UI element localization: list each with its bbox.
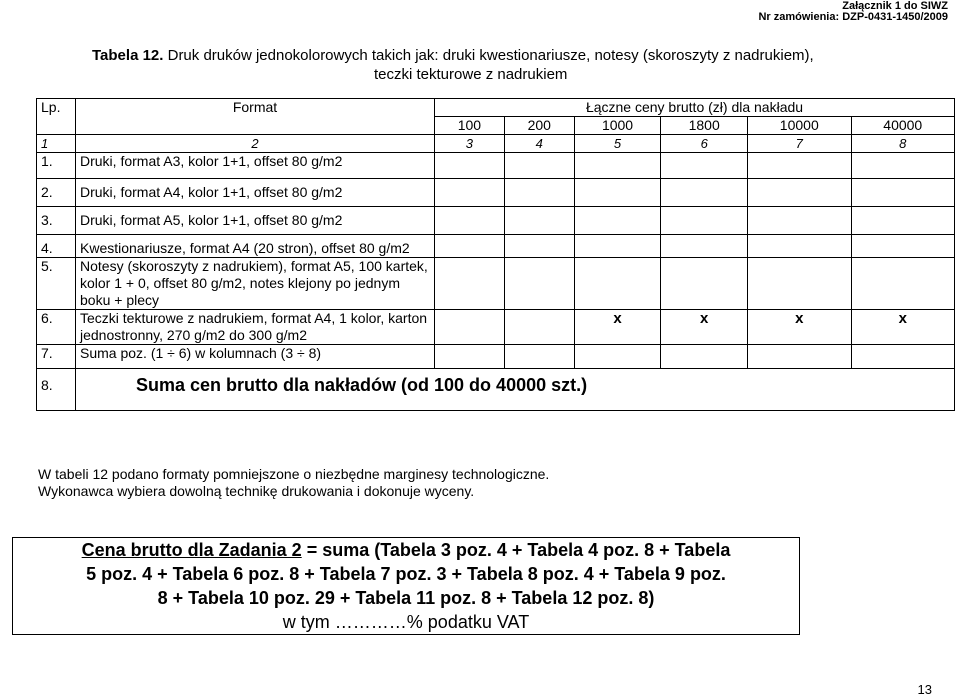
row-format: Druki, format A5, kolor 1+1, offset 80 g/m2: [76, 207, 435, 235]
price-cell[interactable]: [574, 179, 661, 207]
quantity-cell: 40000: [851, 117, 955, 135]
row-format: Druki, format A4, kolor 1+1, offset 80 g/m2: [76, 179, 435, 207]
row-lp: 6.: [37, 310, 76, 345]
column-number: 8: [851, 135, 955, 153]
price-cell[interactable]: [435, 153, 505, 179]
note-line-2: Wykonawca wybiera dowolną technikę drukowania i dokonuje wyceny.: [38, 483, 475, 499]
page-number: 13: [917, 682, 932, 697]
row-lp: 1.: [37, 153, 76, 179]
row-lp: 5.: [37, 258, 76, 310]
price-cell[interactable]: [574, 258, 661, 310]
note-line-1: W tabeli 12 podano formaty pomniejszone o niezbędne marginesy technologiczne.: [38, 466, 550, 482]
price-cell[interactable]: [435, 179, 505, 207]
column-number: 7: [748, 135, 851, 153]
price-cell[interactable]: [748, 207, 851, 235]
header-lp: Lp.: [37, 99, 76, 135]
quantity-cell: 10000: [748, 117, 851, 135]
price-table: [36, 98, 955, 411]
row-lp: 2.: [37, 179, 76, 207]
quantity-cell: 100: [435, 117, 505, 135]
price-cell[interactable]: [504, 153, 574, 179]
row-lp: 7.: [37, 345, 76, 369]
total-line-3: 8 + Tabela 10 poz. 29 + Tabela 11 poz. 8 + Tabela 12 poz. 8): [157, 588, 655, 608]
table-title-text-1: Druk druków jednokolorowych takich jak: druki kwestionariusze, notesy (skoroszyty z nadrukiem),: [167, 47, 814, 64]
total-line-2: 5 poz. 4 + Tabela 6 poz. 8 + Tabela 7 poz. 3 + Tabela 8 poz. 4 + Tabela 9 poz.: [86, 564, 726, 584]
price-cell[interactable]: [504, 310, 574, 345]
notes: [38, 466, 549, 500]
table-row: [37, 345, 955, 369]
table-row: [37, 235, 955, 258]
table-row: [37, 153, 955, 179]
not-applicable-mark: x: [748, 310, 851, 345]
table-row: [37, 207, 955, 235]
not-applicable-mark: x: [851, 310, 955, 345]
column-number: 5: [574, 135, 661, 153]
price-cell[interactable]: [435, 207, 505, 235]
price-cell[interactable]: [748, 235, 851, 258]
price-cell[interactable]: [574, 345, 661, 369]
header-format: Format: [76, 99, 435, 135]
price-cell[interactable]: [574, 153, 661, 179]
price-cell[interactable]: [435, 345, 505, 369]
price-cell[interactable]: [661, 345, 748, 369]
price-cell[interactable]: [504, 235, 574, 258]
price-cell[interactable]: [574, 207, 661, 235]
price-cell[interactable]: [504, 345, 574, 369]
sum-row: [37, 369, 955, 411]
price-cell[interactable]: [851, 153, 955, 179]
table-row: [37, 258, 955, 310]
annex-label: Załącznik 1 do SIWZ: [842, 0, 948, 12]
total-price-box: [12, 537, 800, 635]
price-cell[interactable]: [851, 345, 955, 369]
row-lp: 4.: [37, 235, 76, 258]
vat-line: w tym …………% podatku VAT: [282, 612, 530, 632]
sum-lp: 8.: [37, 369, 76, 411]
row-format: Suma poz. (1 ÷ 6) w kolumnach (3 ÷ 8): [76, 345, 435, 369]
table-row: [37, 179, 955, 207]
price-cell[interactable]: [851, 258, 955, 310]
not-applicable-mark: x: [661, 310, 748, 345]
price-cell[interactable]: [661, 207, 748, 235]
price-cell[interactable]: [435, 235, 505, 258]
price-cell[interactable]: [748, 345, 851, 369]
quantity-cell: 200: [504, 117, 574, 135]
row-lp: 3.: [37, 207, 76, 235]
total-formula-1: = suma (Tabela 3 poz. 4 + Tabela 4 poz. 8 + Tabela: [301, 540, 731, 560]
not-applicable-mark: x: [574, 310, 661, 345]
price-cell[interactable]: [851, 235, 955, 258]
price-cell[interactable]: [851, 207, 955, 235]
column-number: 6: [661, 135, 748, 153]
table-row: [37, 310, 955, 345]
column-number: 1: [37, 135, 76, 153]
sum-text: Suma cen brutto dla nakładów (od 100 do 40000 szt.): [76, 369, 955, 411]
quantity-cell: 1000: [574, 117, 661, 135]
row-format: Notesy (skoroszyty z nadrukiem), format A5, 100 kartek, kolor 1 + 0, offset 80 g/m2, notes klejony po jednym boku + plecy: [76, 258, 435, 310]
column-number: 3: [435, 135, 505, 153]
column-number: 2: [76, 135, 435, 153]
price-cell[interactable]: [748, 258, 851, 310]
column-number-row: [37, 135, 955, 153]
total-label: Cena brutto dla Zadania 2: [81, 540, 302, 560]
table-title-text-2: teczki tekturowe z nadrukiem: [374, 66, 568, 83]
order-number: Nr zamówienia: DZP-0431-1450/2009: [758, 11, 948, 23]
table-title: [92, 46, 892, 84]
price-cell[interactable]: [435, 258, 505, 310]
table-title-label: Tabela 12.: [92, 47, 164, 64]
column-number: 4: [504, 135, 574, 153]
price-cell[interactable]: [574, 235, 661, 258]
row-format: Kwestionariusze, format A4 (20 stron), offset 80 g/m2: [76, 235, 435, 258]
price-cell[interactable]: [661, 153, 748, 179]
total-line-1: [13, 538, 799, 562]
price-cell[interactable]: [661, 235, 748, 258]
price-cell[interactable]: [851, 179, 955, 207]
price-cell[interactable]: [504, 207, 574, 235]
price-cell[interactable]: [504, 258, 574, 310]
row-format: Teczki tekturowe z nadrukiem, format A4, 1 kolor, karton jednostronny, 270 g/m2 do 300 g/m2: [76, 310, 435, 345]
header-row: [37, 99, 955, 117]
price-cell[interactable]: [748, 179, 851, 207]
row-format: Druki, format A3, kolor 1+1, offset 80 g/m2: [76, 153, 435, 179]
price-cell[interactable]: [748, 153, 851, 179]
price-cell[interactable]: [504, 179, 574, 207]
price-cell[interactable]: [661, 258, 748, 310]
price-cell[interactable]: [661, 179, 748, 207]
quantity-cell: 1800: [661, 117, 748, 135]
price-cell[interactable]: [435, 310, 505, 345]
header-price-group: Łączne ceny brutto (zł) dla nakładu: [435, 99, 955, 117]
